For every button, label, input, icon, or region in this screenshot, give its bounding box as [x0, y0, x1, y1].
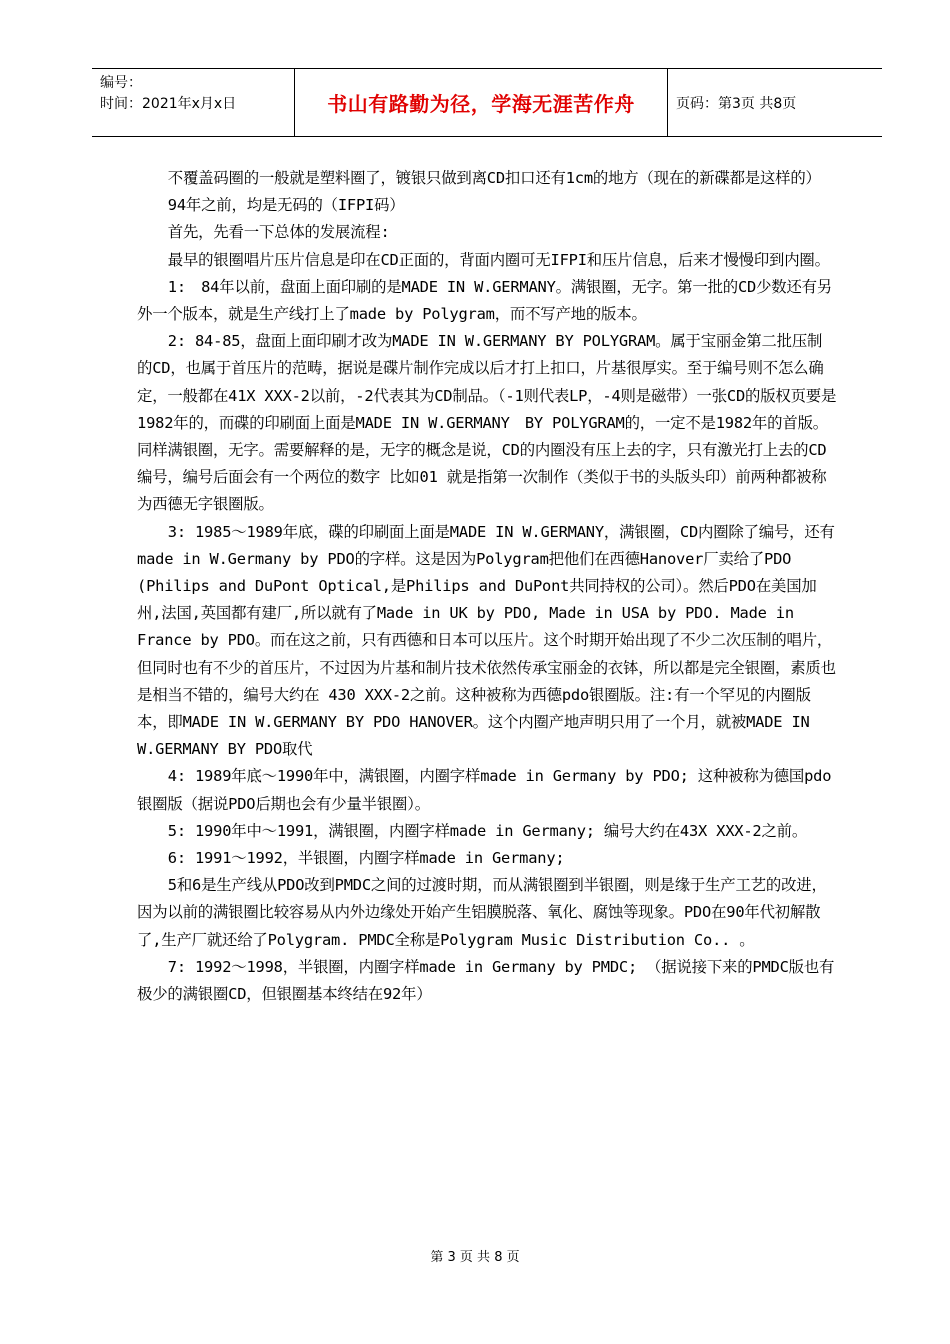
page-footer: 第 3 页 共 8 页: [430, 1250, 520, 1265]
paragraph: 2: 84-85，盘面上面印刷才改为MADE IN W.GERMANY BY POLYGRAM。属于宝丽金第二批压制的CD，也属于首压片的范畴，据说是碟片制作完成以后才打上扣口，片基很厚实。至于编号则不怎么确定，一般都在41X XXX-2以前，-2代表其为CD制品。（-1则代表LP，-4则是磁带）一张CD的版权页要是1982年的，而碟的印刷面上面是MADE IN W.GERMANY BY POLYGRAM的，一定不是1982年的首版。同样满银圈，无字。需要解释的是，无字的概念是说，CD的内圈没有压上去的字，只有激光打上去的CD编号，编号后面会有一个两位的数字 比如01 就是指第一次制作（类似于书的头版头印）前两种都被称为西德无字银圈版。: [137, 332, 837, 514]
document-number-label: 编号：: [100, 75, 142, 91]
paragraph: 5和6是生产线从PDO改到PMDC之间的过渡时期，而从满银圈到半银圈，则是缘于生产工艺的改进，因为以前的满银圈比较容易从内外边缘处开始产生铝膜脱落、氧化、腐蚀等现象。PDO在90年代初解散了,生产厂就还给了Polygram. PMDC全称是Polygram Music Distribution Co.. 。: [137, 876, 827, 949]
header-page-number: 页码：第3页 共8页: [676, 95, 797, 112]
paragraph: 4: 1989年底～1990年中，满银圈，内圈字样made in Germany by PDO; 这种被称为德国pdo银圈版（据说PDO后期也会有少量半银圈）。: [137, 767, 832, 813]
document-time-label: 时间：2021年x月x日: [100, 96, 237, 112]
paragraph: 7: 1992～1998，半银圈，内圈字样made in Germany by PMDC; （据说接下来的PMDC版也有极少的满银圈CD，但银圈基本终结在92年）: [137, 957, 835, 1004]
page-header: [92, 68, 882, 137]
header-motto: 书山有路勤为径，学海无涯苦作舟: [294, 69, 668, 136]
header-meta: [100, 73, 236, 115]
paragraph: 不覆盖码圈的一般就是塑料圈了，镀银只做到离CD扣口还有1cm的地方（现在的新碟都是这样的）: [167, 169, 821, 187]
paragraph: 5: 1990年中～1991，满银圈，内圈字样made in Germany; 编号大约在43X XXX-2之前。: [167, 821, 808, 840]
paragraph: 1: 84年以前，盘面上面印刷的是MADE IN W.GERMANY。满银圈，无字。第一批的CD少数还有另外一个版本，就是生产线打上了made by Polygram，而不写产地的版本。: [137, 277, 833, 324]
paragraph: 最早的银圈唱片压片信息是印在CD正面的，背面内圈可无IFPI和压片信息，后来才慢慢印到内圈。: [167, 250, 830, 269]
paragraph: 6: 1991～1992，半银圈，内圈字样made in Germany;: [167, 849, 565, 868]
document-body: [137, 165, 837, 1008]
paragraph: 94年之前，均是无码的（IFPI码）: [167, 196, 405, 215]
paragraph: 首先，先看一下总体的发展流程:: [167, 223, 390, 242]
paragraph: 3: 1985～1989年底，碟的印刷面上面是MADE IN W.GERMANY，满银圈，CD内圈除了编号，还有made in W.Germany by PDO的字样。这是因为Polygram把他们在西德Hanover厂卖给了PDO (Philips and DuPont Optical,是Philips and DuPont共同持权的公司）。然后PDO在美国加州,法国,英国都有建厂,所以就有了Made in UK by PDO, Made in USA by PDO. Made in France by PDO。而在这之前，只有西德和日本可以压片。这个时期开始出现了不少二次压制的唱片，但同时也有不少的首压片，不过因为片基和制片技术依然传承宝丽金的衣钵，所以都是完全银圈，素质也是相当不错的，编号大约在 430 XXX-2之前。这种被称为西德pdo银圈版。注:有一个罕见的内圈版本，即MADE IN W.GERMANY BY PDO HANOVER。这个内圈产地声明只用了一个月，就被MADE IN W.GERMANY BY PDO取代: [137, 522, 836, 759]
